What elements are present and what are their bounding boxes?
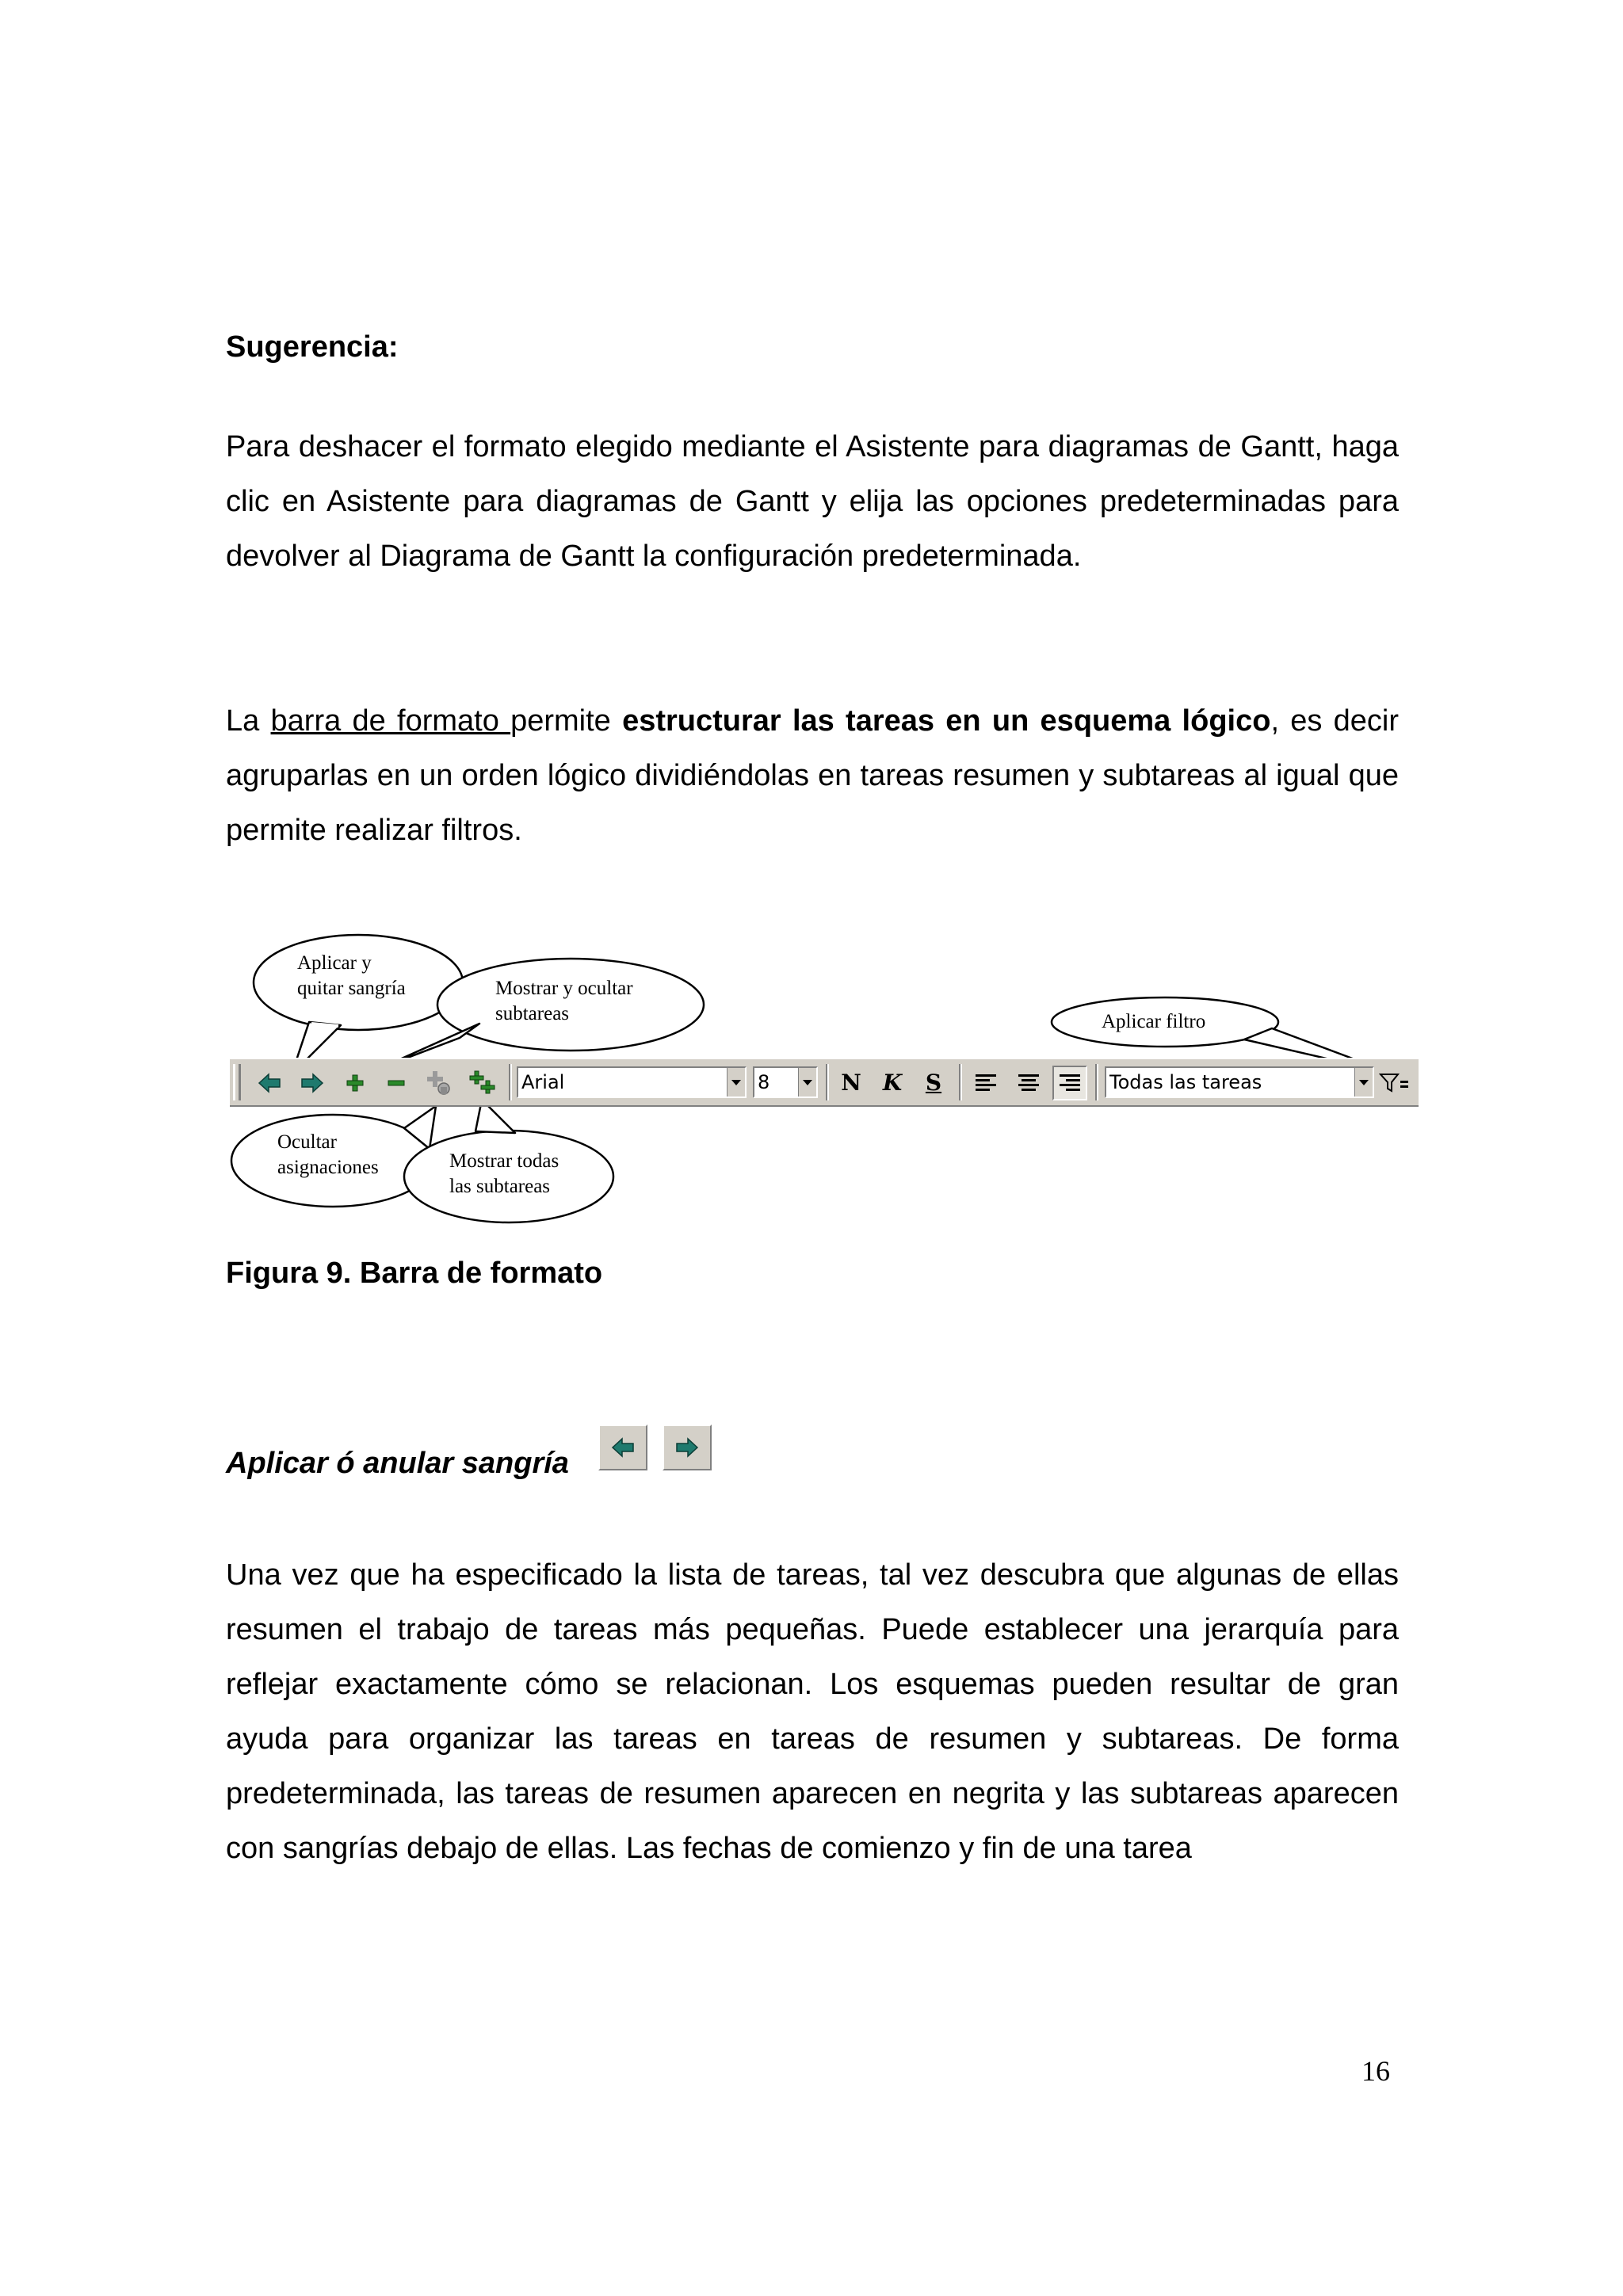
filter-value: Todas las tareas <box>1109 1071 1262 1093</box>
arrow-right-icon <box>675 1437 699 1458</box>
toolbar-separator <box>826 1064 829 1100</box>
formatting-toolbar <box>230 1058 1419 1107</box>
show-all-subtasks-button[interactable] <box>466 1066 501 1100</box>
align-left-icon <box>974 1073 998 1093</box>
align-left-button[interactable] <box>968 1066 1003 1100</box>
tip-paragraph: Para deshacer el formato elegido mediante el Asistente para diagramas de Gantt, haga clic en Asistente para diagramas de Gantt y elija las opciones predeterminadas para devolver al Diagrama de Gantt la configuración predeterminada. <box>226 430 1399 573</box>
toolbar-separator <box>959 1064 962 1100</box>
bold-icon: N <box>841 1070 861 1096</box>
formatting-bar-link: barra de formato <box>270 704 511 738</box>
arrow-right-icon <box>300 1073 324 1093</box>
show-all-subtasks-icon <box>468 1070 498 1097</box>
intro-text-1: La <box>226 704 271 738</box>
italic-button[interactable] <box>875 1066 910 1100</box>
chevron-down-icon[interactable] <box>798 1068 816 1097</box>
callout-filter-text: Aplicar filtro <box>1102 1011 1206 1032</box>
show-subtasks-button[interactable] <box>338 1066 372 1100</box>
filter-select[interactable] <box>1105 1066 1374 1098</box>
arrow-left-icon <box>611 1437 635 1458</box>
align-right-button[interactable] <box>1052 1066 1087 1100</box>
formatting-toolbar-figure <box>222 919 1426 1236</box>
toolbar-separator <box>509 1064 512 1100</box>
minus-icon <box>386 1073 407 1093</box>
section-title: Aplicar ó anular sangría <box>226 1447 569 1480</box>
filter-icon <box>1379 1072 1411 1094</box>
figure-caption: Figura 9. Barra de formato <box>226 1257 603 1290</box>
callout-indent-text: Aplicar y quitar sangría <box>297 952 406 999</box>
plus-icon <box>345 1073 365 1093</box>
chevron-down-icon[interactable] <box>1354 1068 1373 1097</box>
italic-icon: K <box>882 1070 903 1096</box>
intro-bold-text: estructurar las tareas en un esquema lógico <box>622 704 1271 738</box>
intro-text-3: , es decir agruparlas en un orden lógico dividiéndolas en tareas resumen y subtareas al igual que permite realizar filtros. <box>226 704 1400 847</box>
tip-heading: Sugerencia: <box>226 330 399 364</box>
apply-filter-button[interactable] <box>1377 1066 1412 1100</box>
align-center-button[interactable] <box>1011 1066 1046 1100</box>
hide-subtasks-button[interactable] <box>379 1066 414 1100</box>
font-size-select[interactable] <box>753 1066 818 1098</box>
underline-icon: S <box>925 1070 942 1096</box>
bold-button[interactable] <box>834 1066 869 1100</box>
page-number: 16 <box>1361 2055 1390 2087</box>
indent-button[interactable] <box>295 1066 330 1100</box>
align-right-icon <box>1058 1073 1082 1093</box>
outdent-button[interactable] <box>252 1066 287 1100</box>
align-center-icon <box>1017 1073 1041 1093</box>
chevron-down-icon[interactable] <box>727 1068 745 1097</box>
outdent-example-button <box>598 1425 647 1470</box>
callout-show-all-text: Mostrar todas las subtareas <box>449 1150 559 1197</box>
arrow-left-icon <box>258 1073 281 1093</box>
underline-button[interactable] <box>916 1066 951 1100</box>
body-paragraph: Una vez que ha especificado la lista de tareas, tal vez descubra que algunas de ellas resumen el trabajo de tareas más pequeñas. Puede establecer una jerarquía para reflejar exactamente cómo se relacionan. Los esquemas pueden resultar de gran ayuda para organizar las tareas en tareas de resumen y subtareas. De forma predeterminada, las tareas de resumen aparecen en negrita y las subtareas aparecen con sangrías debajo de ellas. Las fechas de comienzo y fin de una tarea <box>226 1558 1399 1865</box>
toolbar-separator <box>1095 1064 1098 1100</box>
callout-show-hide-text: Mostrar y ocultar subtareas <box>495 978 633 1024</box>
indent-example-button <box>663 1425 712 1470</box>
font-size-value: 8 <box>758 1071 770 1093</box>
toolbar-grip[interactable] <box>233 1064 241 1100</box>
hide-assignments-icon <box>425 1070 453 1097</box>
callout-hide-assignments-text: Ocultar asignaciones <box>277 1131 379 1178</box>
font-name-select[interactable] <box>517 1066 747 1098</box>
font-name-value: Arial <box>521 1071 565 1093</box>
intro-paragraph <box>226 694 1399 858</box>
intro-text-2: permite <box>510 704 623 738</box>
hide-assignments-button[interactable] <box>422 1066 456 1100</box>
